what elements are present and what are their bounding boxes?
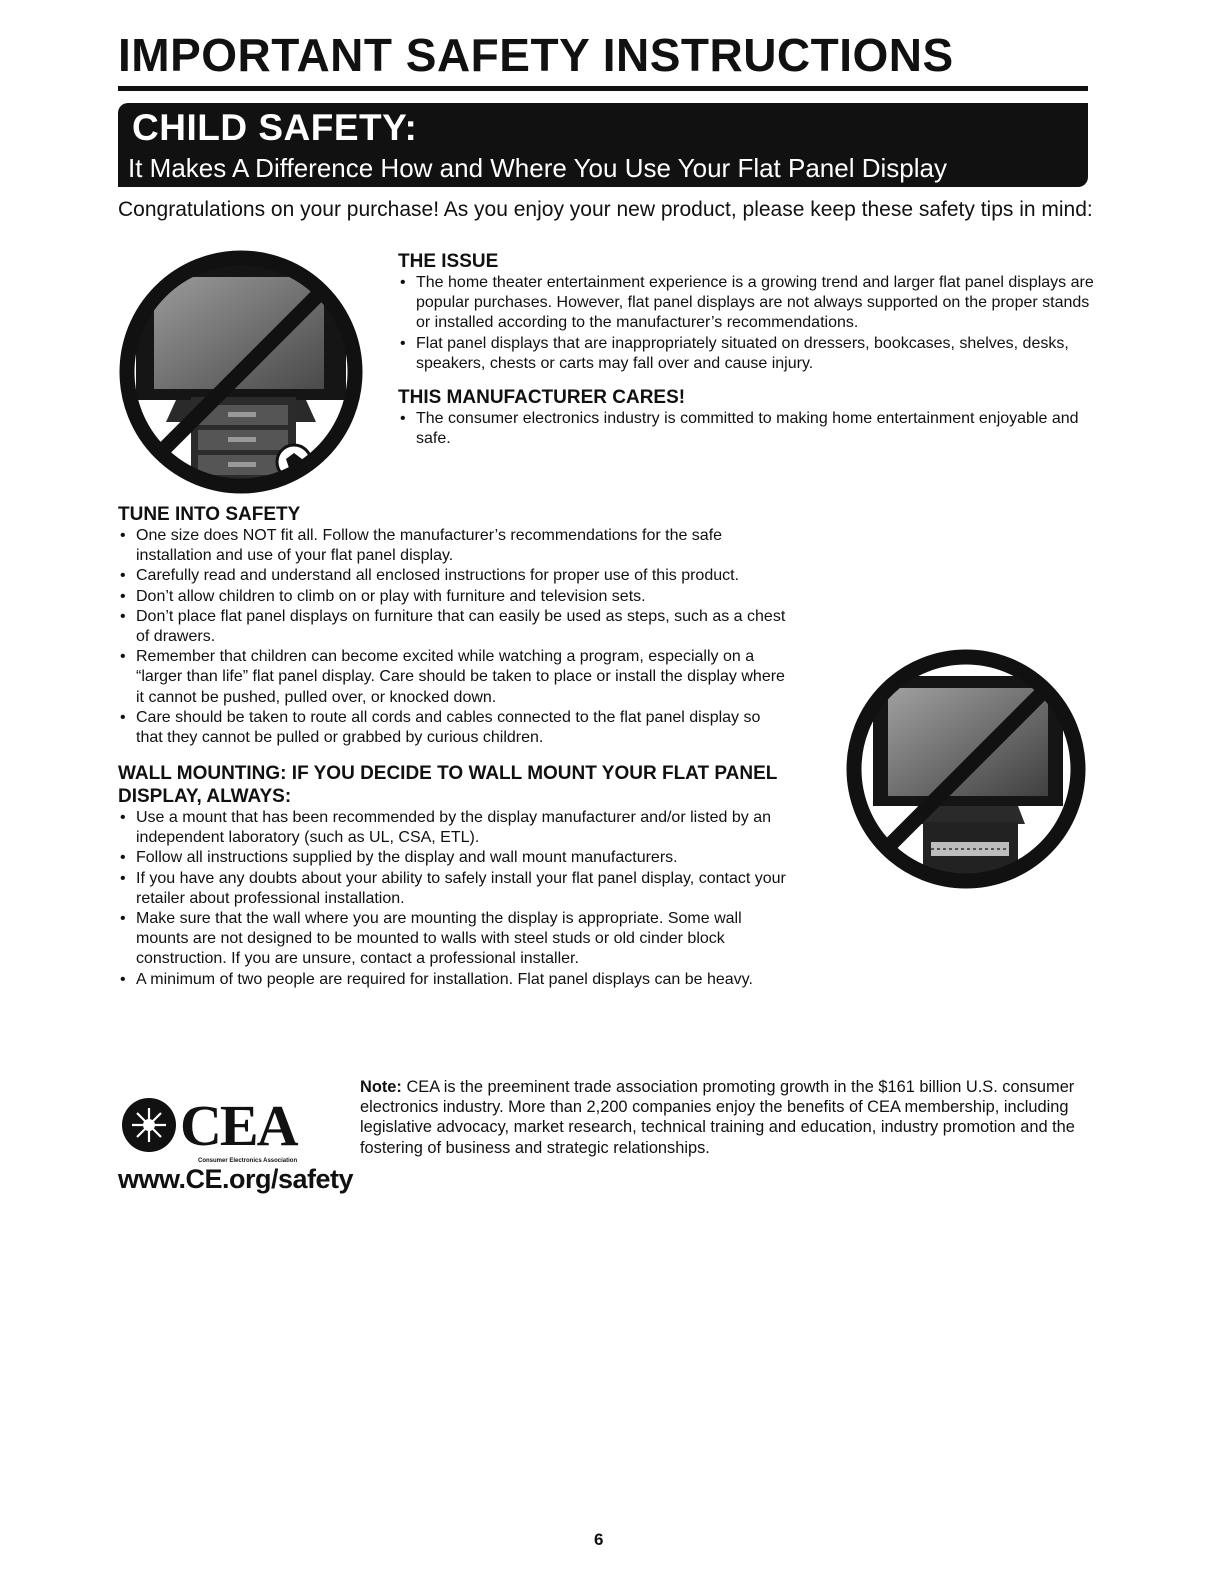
wall-mounting-section bbox=[118, 762, 788, 990]
list-item: • The consumer electronics industry is committed to making home entertainment enjoyable and safe. bbox=[398, 409, 1098, 449]
list-item: • Don’t place flat panel displays on furniture that can easily be used as steps, such as a chest of drawers. bbox=[118, 607, 788, 647]
cea-wordmark: CEA bbox=[180, 1093, 297, 1158]
title-divider bbox=[118, 86, 1088, 91]
list-item: • Don’t allow children to climb on or play with furniture and television sets. bbox=[118, 587, 788, 607]
note-text: CEA is the preeminent trade association promoting growth in the $161 billion U.S. consumer electronics industry. More than 2,200 companies enjoy the benefits of CEA membership, including legislative advocacy, market research, technical training and education, industry promotion and the fostering of business and strategic relationships. bbox=[360, 1078, 1075, 1157]
manufacturer-cares-section bbox=[398, 386, 1098, 449]
tune-into-safety-section bbox=[118, 503, 788, 748]
prohibited-tv-on-cart-illustration bbox=[843, 646, 1089, 892]
section-heading: THE ISSUE bbox=[398, 251, 499, 272]
list-item: • If you have any doubts about your ability to safely install your flat panel display, contact your retailer about professional installation. bbox=[118, 869, 788, 909]
list-item: • Make sure that the wall where you are mounting the display is appropriate. Some wall mounts are not designed to be mounted to walls with steel studs or old cinder block construction. If you are unsure, contact a professional installer. bbox=[118, 909, 788, 970]
list-item: • The home theater entertainment experience is a growing trend and larger flat panel displays are popular purchases. However, flat panel displays are not always supported on the proper stands or installed according to the manufacturer’s recommendations. bbox=[398, 273, 1098, 334]
list-item: • Carefully read and understand all enclosed instructions for proper use of this product. bbox=[118, 566, 788, 586]
list-item: • Flat panel displays that are inappropriately situated on dressers, bookcases, shelves, desks, speakers, chests or carts may fall over and cause injury. bbox=[398, 334, 1098, 374]
list-item: • Follow all instructions supplied by the display and wall mount manufacturers. bbox=[118, 848, 788, 868]
intro-text: Congratulations on your purchase! As you enjoy your new product, please keep these safety tips in mind: bbox=[118, 198, 1093, 221]
page-title: IMPORTANT SAFETY INSTRUCTIONS bbox=[118, 29, 954, 81]
bullet-list bbox=[118, 526, 788, 748]
section-heading: TUNE INTO SAFETY bbox=[118, 504, 301, 525]
banner-title: CHILD SAFETY: bbox=[132, 107, 418, 148]
list-item: • A minimum of two people are required for installation. Flat panel displays can be heavy. bbox=[118, 970, 788, 990]
section-heading: WALL MOUNTING: IF YOU DECIDE TO WALL MOUNT YOUR FLAT PANEL DISPLAY, ALWAYS: bbox=[118, 763, 778, 807]
prohibited-tv-on-dresser-illustration bbox=[116, 247, 366, 497]
cea-starburst-icon bbox=[118, 1094, 180, 1156]
bullet-list bbox=[398, 409, 1098, 449]
page-number: 6 bbox=[594, 1530, 604, 1549]
note-label: Note: bbox=[360, 1078, 402, 1096]
cea-url-link[interactable]: www.CE.org/safety bbox=[118, 1164, 354, 1194]
list-item: • One size does NOT fit all. Follow the manufacturer’s recommendations for the safe installation and use of your flat panel display. bbox=[118, 526, 788, 566]
list-item: • Remember that children can become excited while watching a program, especially on a “larger than life” flat panel display. Care should be taken to place or install the display where it cannot be pushed, pulled over, or knocked down. bbox=[118, 647, 788, 708]
banner-subtitle: It Makes A Difference How and Where You Use Your Flat Panel Display bbox=[128, 153, 947, 183]
list-item: • Care should be taken to route all cords and cables connected to the flat panel display so that they cannot be pulled or grabbed by curious children. bbox=[118, 708, 788, 748]
cea-full-name: Consumer Electronics Association bbox=[198, 1158, 298, 1164]
bullet-list bbox=[398, 273, 1098, 374]
bullet-list bbox=[118, 808, 788, 990]
cea-logo bbox=[118, 1092, 354, 1202]
the-issue-section bbox=[398, 250, 1098, 374]
section-heading: THIS MANUFACTURER CARES! bbox=[398, 387, 686, 408]
list-item: • Use a mount that has been recommended by the display manufacturer and/or listed by an independent laboratory (such as UL, CSA, ETL). bbox=[118, 808, 788, 848]
cea-note bbox=[360, 1077, 1090, 1158]
child-safety-banner bbox=[118, 103, 1088, 187]
